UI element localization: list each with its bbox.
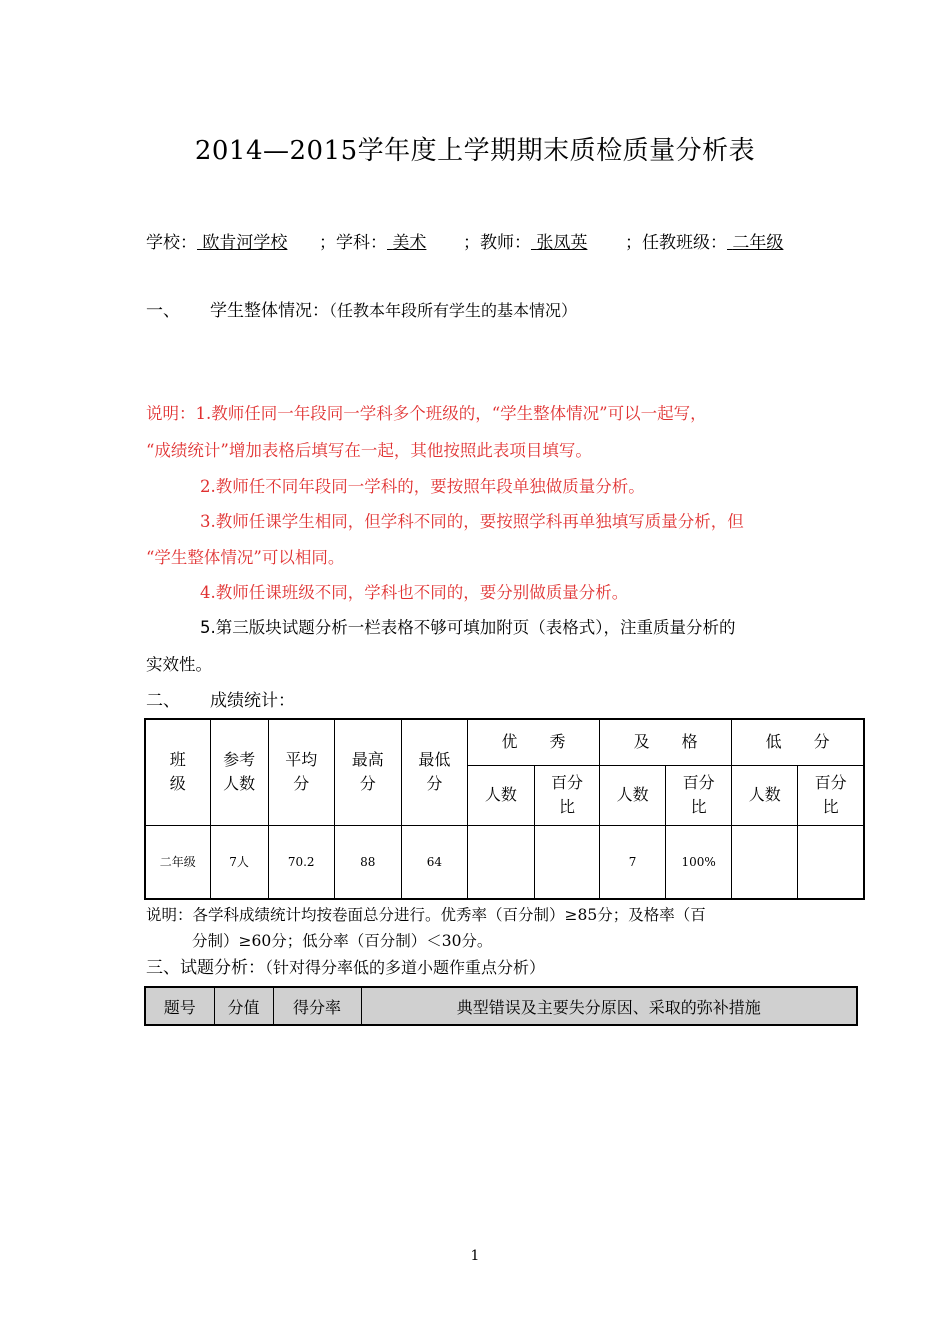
analysis-table bbox=[144, 986, 858, 1026]
info-line bbox=[146, 228, 809, 253]
section-1-number: 一、 bbox=[146, 301, 180, 321]
teacher-value: 张凤英 bbox=[536, 233, 588, 253]
cell-average: 70.2 bbox=[268, 825, 334, 899]
cell-participants: 7人 bbox=[210, 825, 268, 899]
class-value: 二年级 bbox=[732, 233, 784, 253]
header-participants: 参考 人数 bbox=[210, 719, 268, 825]
cell-excellent-percent bbox=[534, 825, 599, 899]
note-line-2: “成绩统计”增加表格后填写在一起，其他按照此表项目填写。 bbox=[146, 441, 592, 460]
page-number: 1 bbox=[470, 1248, 480, 1264]
section-2-number: 二、 bbox=[146, 691, 180, 711]
note-line-5: “学生整体情况”可以相同。 bbox=[146, 548, 345, 567]
note-line-7: 5.第三版块试题分析一栏表格不够可填加附页（表格式），注重质量分析的 bbox=[200, 618, 736, 637]
header-error-analysis: 典型错误及主要失分原因、采取的弥补措施 bbox=[361, 987, 857, 1025]
header-question-no: 题号 bbox=[145, 987, 214, 1025]
cell-lowest: 64 bbox=[401, 825, 467, 899]
cell-highest: 88 bbox=[334, 825, 401, 899]
grades-table bbox=[144, 718, 865, 900]
school-value: 欧肯河学校 bbox=[202, 233, 288, 253]
header-score: 分值 bbox=[214, 987, 273, 1025]
section-3-note: （针对得分率低的多道小题作重点分析） bbox=[265, 958, 546, 977]
header-average: 平均 分 bbox=[268, 719, 334, 825]
class-label: ；任教班级： bbox=[625, 233, 727, 253]
cell-low-percent bbox=[798, 825, 864, 899]
header-pass: 及 格 bbox=[600, 719, 732, 765]
document-title: 2014—2015学年度上学期期末质检质量分析表 bbox=[194, 136, 756, 166]
subject-label: ；学科： bbox=[319, 233, 387, 253]
note-line-6: 4.教师任课班级不同，学科也不同的，要分别做质量分析。 bbox=[200, 583, 629, 602]
stat-note-line-2: 分制）≥60分；低分率（百分制）＜30分。 bbox=[192, 932, 493, 950]
section-2-label: 成绩统计： bbox=[210, 691, 295, 711]
header-excellent-percent: 百分 比 bbox=[534, 765, 599, 825]
note-line-8: 实效性。 bbox=[146, 655, 212, 674]
header-pass-count: 人数 bbox=[600, 765, 666, 825]
subject-value: 美术 bbox=[392, 233, 427, 253]
note-line-3: 2.教师任不同年段同一学科的，要按照年段单独做质量分析。 bbox=[200, 477, 645, 496]
cell-low-count bbox=[732, 825, 798, 899]
section-2-heading bbox=[146, 686, 295, 711]
note-line-1: 说明：1.教师任同一年段同一学科多个班级的，“学生整体情况”可以一起写， bbox=[146, 404, 707, 423]
section-1-note: （任教本年段所有学生的基本情况） bbox=[329, 301, 578, 320]
section-1-label: 学生整体情况： bbox=[210, 301, 329, 321]
grades-header-row bbox=[145, 719, 864, 765]
analysis-header-row bbox=[145, 987, 857, 1025]
school-label: 学校： bbox=[146, 233, 197, 253]
cell-excellent-count bbox=[467, 825, 534, 899]
header-low-count: 人数 bbox=[732, 765, 798, 825]
header-highest: 最高 分 bbox=[334, 719, 401, 825]
section-3-label: 三、试题分析： bbox=[146, 958, 265, 978]
header-excellent: 优 秀 bbox=[467, 719, 599, 765]
header-lowest: 最低 分 bbox=[401, 719, 467, 825]
header-class: 班 级 bbox=[145, 719, 210, 825]
cell-pass-percent: 100% bbox=[666, 825, 732, 899]
header-excellent-count: 人数 bbox=[467, 765, 534, 825]
teacher-label: ；教师： bbox=[463, 233, 531, 253]
header-low-percent: 百分 比 bbox=[798, 765, 864, 825]
header-score-rate: 得分率 bbox=[273, 987, 361, 1025]
table-row bbox=[145, 825, 864, 899]
cell-pass-count: 7 bbox=[600, 825, 666, 899]
stat-note-line-1: 说明：各学科成绩统计均按卷面总分进行。优秀率（百分制）≥85分；及格率（百 bbox=[146, 906, 706, 924]
section-1-heading bbox=[146, 296, 577, 321]
header-low: 低 分 bbox=[732, 719, 864, 765]
note-line-4: 3.教师任课学生相同，但学科不同的，要按照学科再单独填写质量分析，但 bbox=[200, 512, 744, 531]
header-pass-percent: 百分 比 bbox=[666, 765, 732, 825]
section-3-heading bbox=[146, 953, 545, 978]
cell-class: 二年级 bbox=[145, 825, 210, 899]
